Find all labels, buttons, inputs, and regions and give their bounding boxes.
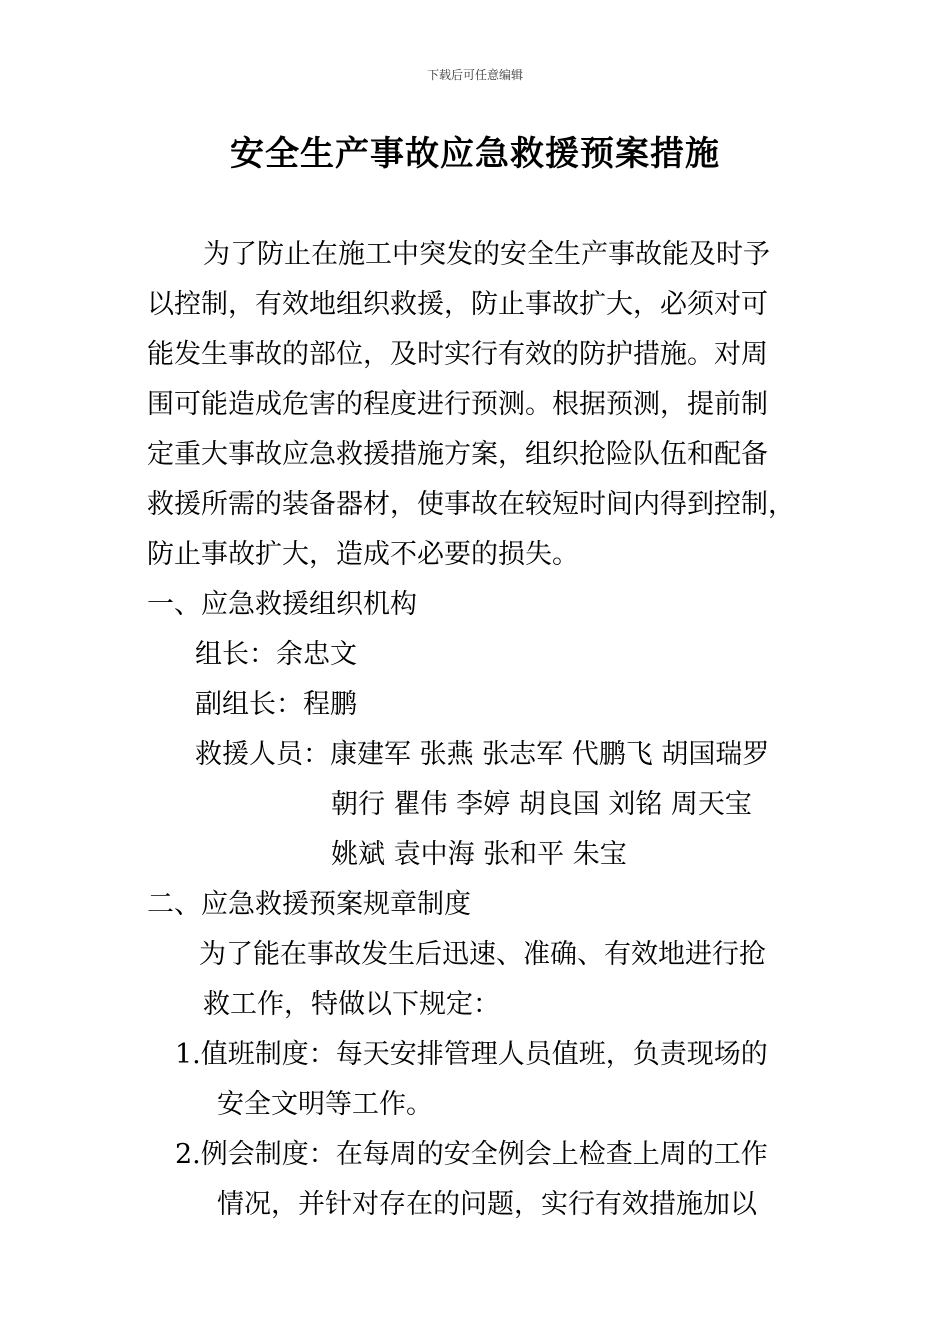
rule-item-duty-cont: 安全文明等工作。 xyxy=(217,1089,433,1120)
rule-item-meeting-cont: 情况，并针对存在的问题，实行有效措施加以 xyxy=(217,1189,757,1220)
intro-line: 能发生事故的部位，及时实行有效的防护措施。对周 xyxy=(147,339,768,370)
document-title: 安全生产事故应急救援预案措施 xyxy=(230,134,720,174)
section2-intro-line: 为了能在事故发生后迅速、准确、有效地进行抢 xyxy=(199,939,766,970)
document-body xyxy=(147,230,827,1230)
leader-line: 组长：余忠文 xyxy=(195,639,357,670)
intro-line: 围可能造成危害的程度进行预测。根据预测，提前制 xyxy=(147,389,768,420)
deputy-line: 副组长：程鹏 xyxy=(195,689,357,720)
intro-line: 为了防止在施工中突发的安全生产事故能及时予 xyxy=(203,239,770,270)
section2-heading: 二、应急救援预案规章制度 xyxy=(147,889,471,920)
rescuers-line: 姚斌 袁中海 张和平 朱宝 xyxy=(331,839,627,870)
intro-line: 防止事故扩大，造成不必要的损失。 xyxy=(147,539,579,570)
intro-line: 定重大事故应急救援措施方案，组织抢险队伍和配备 xyxy=(147,439,768,470)
section1-heading: 一、应急救援组织机构 xyxy=(147,589,417,620)
intro-line: 以控制，有效地组织救援，防止事故扩大，必须对可 xyxy=(147,289,768,320)
section2-intro-line: 救工作，特做以下规定： xyxy=(203,989,500,1020)
header-note: 下载后可任意编辑 xyxy=(426,68,523,82)
rule-item-duty: 1.值班制度：每天安排管理人员值班，负责现场的 xyxy=(175,1039,768,1070)
rescuers-line: 朝行 瞿伟 李婷 胡良国 刘铭 周天宝 xyxy=(331,789,752,820)
rescuers-line: 救援人员：康建军 张燕 张志军 代鹏飞 胡国瑞罗 xyxy=(195,739,770,770)
intro-line: 救援所需的装备器材，使事故在较短时间内得到控制， xyxy=(147,489,795,520)
rule-item-meeting: 2.例会制度：在每周的安全例会上检查上周的工作 xyxy=(175,1139,768,1170)
